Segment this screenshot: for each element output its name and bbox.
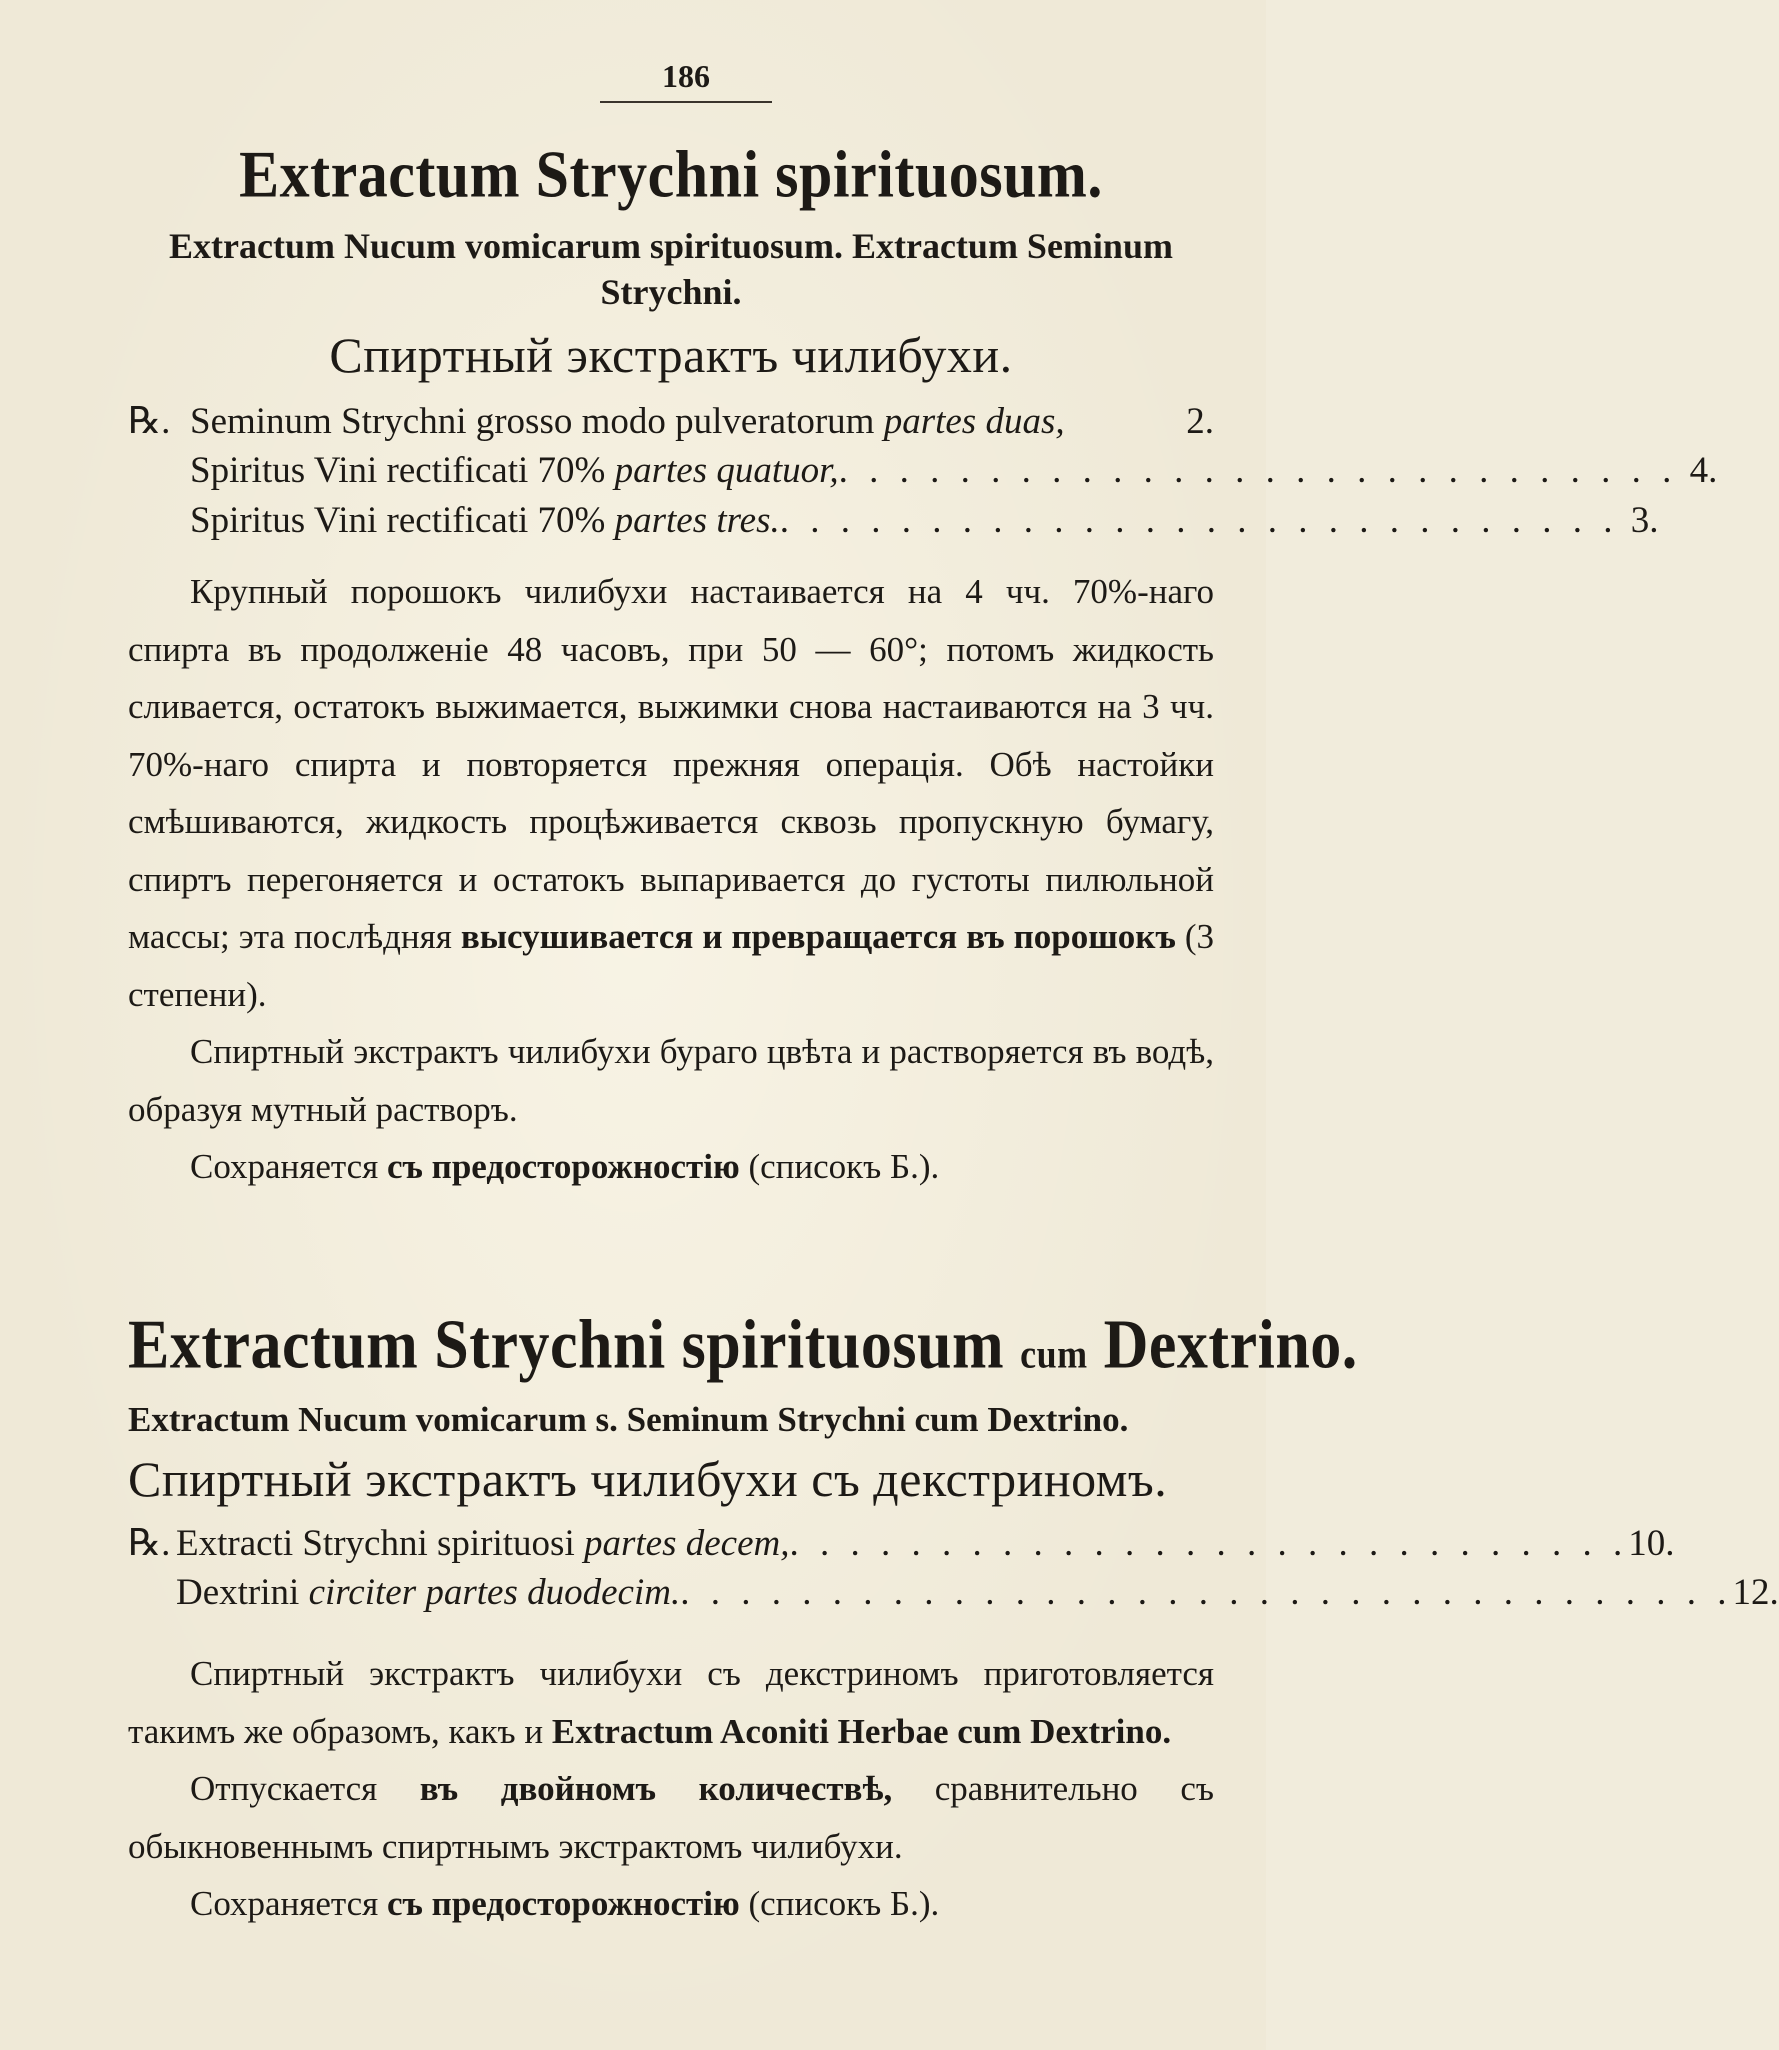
recipe-line [128,1521,1675,1571]
page-number: 186 [600,58,772,103]
recipe-amount: 4. [1689,450,1718,491]
recipe-ingredient: Spiritus Vini rectificati 70% [190,450,606,491]
leader-dots: . . . . . . . . . . . . . . . . . . . . . . . . . . . . [838,450,1678,491]
leader-dots: . . . . . . . . . . . . . . . . . . . . . . . . . . . . . . . . . . . [680,1572,1733,1613]
recipe-quantity-words: partes duas, [883,401,1065,442]
recipe-ingredient: Dextrini [176,1572,300,1613]
recipe-quantity-words: partes decem, [583,1523,790,1564]
russian-title: Спиртный экстрактъ чилибухи. [329,327,1013,383]
recipe [128,1521,1779,1621]
section-extractum-strychni-dextrino [128,1306,1779,1933]
recipe-amount: 3. [1630,500,1659,541]
leader-dots: . . . . . . . . . . . . . . . . . . . . . . . . . . . . [789,1523,1629,1564]
recipe-amount: 12. [1732,1572,1779,1613]
recipe-amount: 2. [1186,401,1214,442]
paragraph-dispensing: Отпускается въ двойномъ количествѣ, сравнительно съ обыкновеннымъ спиртнымъ экстрактомъ чилибухи. [128,1769,1214,1866]
recipe-quantity-words: circiter partes duodecim. [308,1572,681,1613]
recipe-symbol: ℞. [128,1523,171,1564]
recipe-ingredient: Extracti Strychni spirituosi [176,1523,575,1564]
recipe [128,399,1718,549]
recipe-symbol: ℞. [128,401,171,442]
recipe-amount: 10. [1628,1523,1675,1564]
section-title: Extractum Strychni spirituosum cum Dextrino. [128,1306,1358,1384]
recipe-ingredient: Spiritus Vini rectificati 70% [190,500,606,541]
paragraph-description: Спиртный экстрактъ чилибухи бураго цвѣта и растворяется въ водѣ, образуя мутный растворъ. [128,1032,1214,1129]
paragraph-storage: Сохраняется съ предосторожностію (списокъ Б.). [190,1884,940,1923]
section-synonyms: Extractum Nucum vomicarum spirituosum. Extractum Seminum Strychni. [169,226,1173,312]
recipe-quantity-words: partes quatuor, [614,450,839,491]
section-title: Extractum Strychni spirituosum. [239,136,1103,211]
russian-title: Спиртный экстрактъ чилибухи съ декстриномъ. [128,1451,1168,1507]
paragraph-storage: Сохраняется съ предосторожностію (списокъ Б.). [190,1147,940,1186]
recipe-line [128,399,1214,449]
section-synonyms: Extractum Nucum vomicarum s. Seminum Strychni cum Dextrino. [128,1400,1129,1439]
recipe-quantity-words: partes tres. [614,500,780,541]
section-extractum-strychni [128,136,1718,1196]
recipe-ingredient: Seminum Strychni grosso modo pulveratorum [190,401,875,442]
recipe-line [128,1571,1779,1621]
paragraph-preparation: Спиртный экстрактъ чилибухи съ декстриномъ приготовляется такимъ же образомъ, какъ и Extractum Aconiti Herbae cum Dextrino. [128,1654,1214,1751]
paragraph-preparation: Крупный порошокъ чилибухи настаивается на 4 чч. 70%-наго спирта въ продолженіе 48 часовъ, при 50 — 60°; потомъ жидкость сливается, остатокъ выжимается, выжимки снова настаиваются на 3 чч. 70%-наго спирта и повторяется прежняя операція. Обѣ настойки смѣшиваются, жидкость процѣживается сквозь пропускную бумагу, спиртъ перегоняется и остатокъ выпаривается до густоты пилюльной массы; эта послѣдняя высушивается и превращается въ порошокъ (3 степени). [128,572,1214,1014]
recipe-line [128,449,1718,499]
leader-dots: . . . . . . . . . . . . . . . . . . . . . . . . . . . . [779,500,1619,541]
recipe-line [128,499,1659,549]
